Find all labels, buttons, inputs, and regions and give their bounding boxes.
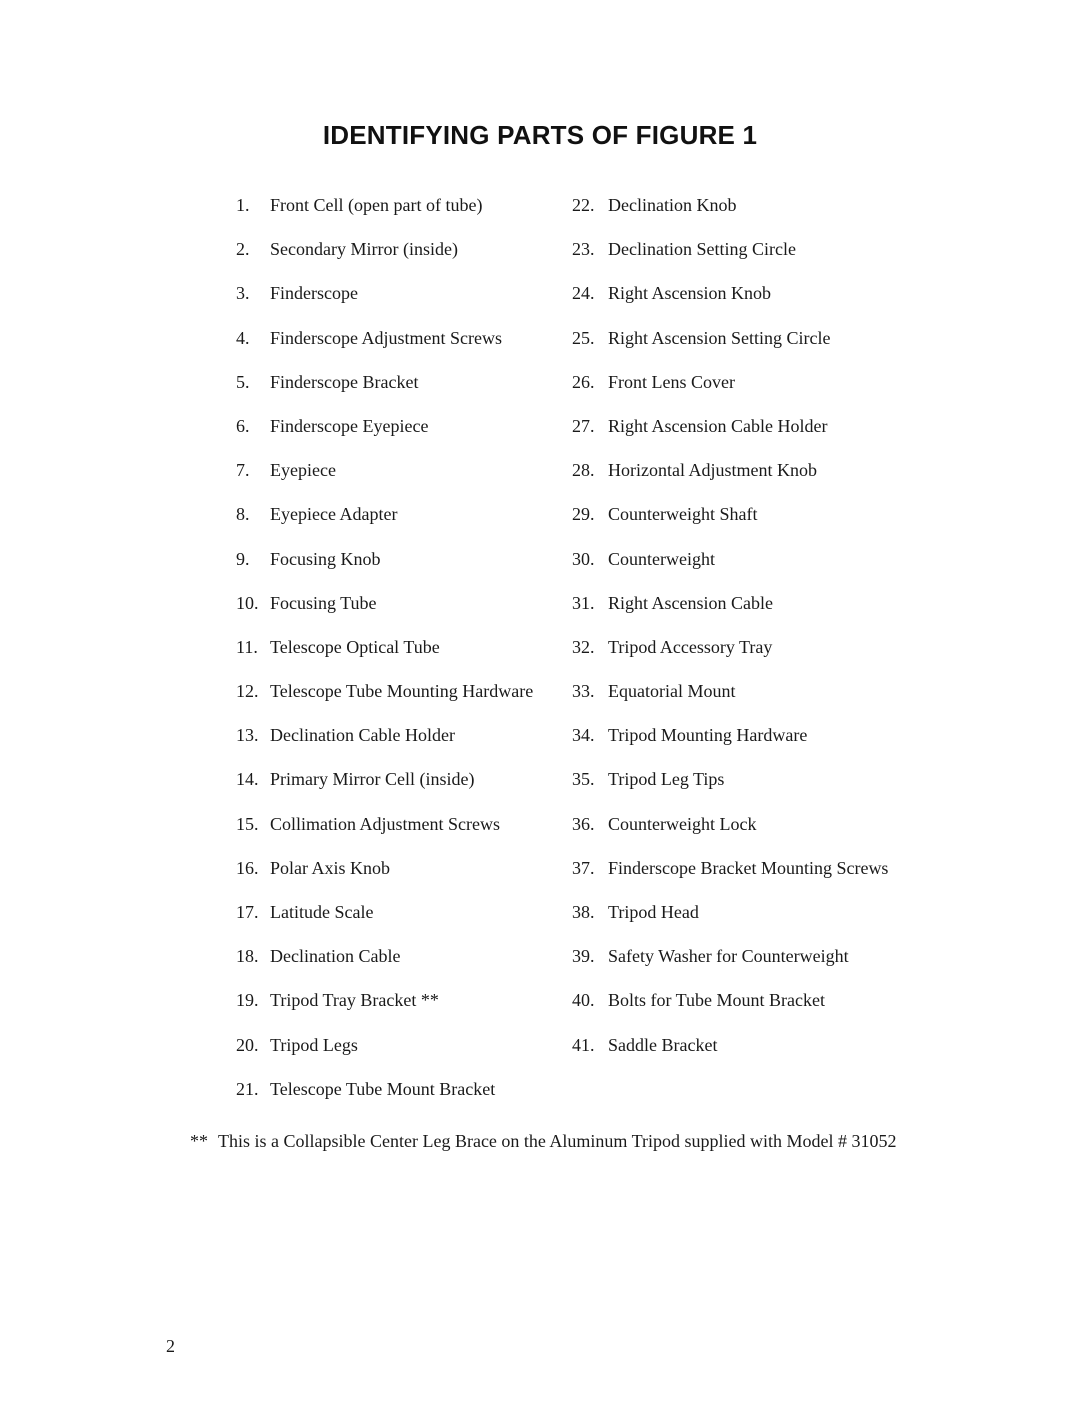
item-number: 15.	[236, 813, 259, 834]
item-label: Counterweight Lock	[608, 813, 757, 834]
item-number: 3.	[236, 283, 250, 304]
list-item	[572, 632, 888, 676]
item-label: Finderscope	[270, 283, 358, 304]
list-item	[572, 676, 888, 720]
list-item	[236, 1030, 533, 1074]
item-number: 10.	[236, 592, 259, 613]
item-number: 19.	[236, 990, 259, 1011]
item-label: Tripod Leg Tips	[608, 769, 725, 790]
item-number: 26.	[572, 371, 595, 392]
footnote-marker: **	[190, 1131, 208, 1151]
item-number: 35.	[572, 769, 595, 790]
item-label: Safety Washer for Counterweight	[608, 946, 849, 967]
item-label: Front Lens Cover	[608, 371, 735, 392]
item-label: Focusing Tube	[270, 592, 377, 613]
item-number: 41.	[572, 1034, 595, 1055]
list-item	[572, 985, 888, 1029]
item-number: 33.	[572, 681, 595, 702]
item-label: Collimation Adjustment Screws	[270, 813, 500, 834]
item-number: 13.	[236, 725, 259, 746]
list-item	[572, 588, 888, 632]
list-item	[236, 190, 533, 234]
item-number: 18.	[236, 946, 259, 967]
list-item	[572, 367, 888, 411]
item-number: 40.	[572, 990, 595, 1011]
list-item	[572, 544, 888, 588]
item-label: Right Ascension Cable	[608, 592, 773, 613]
item-number: 2.	[236, 239, 250, 260]
item-number: 39.	[572, 946, 595, 967]
footnote	[190, 1128, 896, 1154]
item-label: Right Ascension Cable Holder	[608, 415, 828, 436]
item-label: Declination Cable	[270, 946, 401, 967]
item-label: Declination Cable Holder	[270, 725, 455, 746]
item-number: 24.	[572, 283, 595, 304]
item-label: Telescope Tube Mounting Hardware	[270, 681, 534, 702]
page-number: 2	[166, 1336, 175, 1356]
list-item	[572, 941, 888, 985]
list-item	[572, 764, 888, 808]
page-title: IDENTIFYING PARTS OF FIGURE 1	[322, 120, 758, 150]
list-item	[236, 676, 533, 720]
item-number: 28.	[572, 460, 595, 481]
item-number: 34.	[572, 725, 595, 746]
item-number: 17.	[236, 902, 259, 922]
item-label: Declination Setting Circle	[608, 239, 796, 260]
item-number: 32.	[572, 636, 595, 657]
list-item	[236, 455, 533, 499]
list-item	[236, 367, 533, 411]
item-number: 30.	[572, 548, 595, 569]
item-number: 23.	[572, 239, 595, 260]
item-number: 16.	[236, 857, 259, 878]
list-item	[572, 897, 888, 941]
list-item	[236, 411, 533, 455]
list-item	[572, 809, 888, 853]
list-item	[572, 1030, 888, 1074]
item-number: 37.	[572, 857, 595, 878]
item-label: Tripod Tray Bracket **	[270, 990, 439, 1011]
list-item	[236, 323, 533, 367]
item-label: Polar Axis Knob	[270, 857, 391, 878]
item-number: 6.	[236, 415, 250, 436]
item-label: Right Ascension Knob	[608, 283, 772, 304]
item-label: Horizontal Adjustment Knob	[608, 460, 817, 481]
item-label: Focusing Knob	[270, 548, 381, 569]
item-number: 14.	[236, 769, 259, 790]
footnote-text: This is a Collapsible Center Leg Brace on the Aluminum Tripod supplied with Model # 31052	[218, 1131, 897, 1151]
item-number: 7.	[236, 460, 250, 481]
item-number: 38.	[572, 902, 595, 922]
item-label: Tripod Mounting Hardware	[608, 725, 808, 746]
item-label: Declination Knob	[608, 195, 737, 215]
item-label: Bolts for Tube Mount Bracket	[608, 990, 826, 1011]
item-number: 20.	[236, 1034, 259, 1055]
item-number: 25.	[572, 327, 595, 348]
list-item	[236, 985, 533, 1029]
list-item	[572, 853, 888, 897]
list-item	[236, 720, 533, 764]
list-item	[572, 323, 888, 367]
list-item	[572, 190, 888, 234]
item-number: 5.	[236, 371, 250, 392]
list-item	[572, 499, 888, 543]
item-number: 21.	[236, 1078, 259, 1099]
list-item	[236, 1074, 533, 1118]
item-label: Latitude Scale	[270, 902, 374, 922]
list-item	[572, 720, 888, 764]
item-label: Eyepiece Adapter	[270, 504, 398, 525]
list-item	[572, 455, 888, 499]
parts-list-right	[572, 190, 888, 1074]
item-label: Telescope Tube Mount Bracket	[270, 1078, 496, 1099]
item-number: 22.	[572, 195, 595, 215]
item-label: Finderscope Adjustment Screws	[270, 327, 502, 348]
list-item	[236, 632, 533, 676]
item-label: Finderscope Bracket	[270, 371, 419, 392]
list-item	[236, 809, 533, 853]
list-item	[236, 499, 533, 543]
item-label: Finderscope Bracket Mounting Screws	[608, 857, 889, 878]
item-label: Finderscope Eyepiece	[270, 415, 429, 436]
list-item	[236, 941, 533, 985]
item-number: 8.	[236, 504, 250, 525]
item-label: Counterweight Shaft	[608, 504, 758, 525]
item-number: 36.	[572, 813, 595, 834]
item-label: Right Ascension Setting Circle	[608, 327, 831, 348]
item-label: Front Cell (open part of tube)	[270, 195, 483, 215]
item-label: Secondary Mirror (inside)	[270, 239, 458, 260]
item-label: Tripod Accessory Tray	[608, 636, 773, 657]
item-label: Counterweight	[608, 548, 715, 569]
item-number: 27.	[572, 415, 595, 436]
list-item	[572, 278, 888, 322]
item-number: 12.	[236, 681, 259, 702]
list-item	[236, 234, 533, 278]
item-number: 29.	[572, 504, 595, 525]
list-item	[236, 897, 533, 941]
item-label: Saddle Bracket	[608, 1034, 718, 1055]
list-item	[236, 764, 533, 808]
list-item	[236, 544, 533, 588]
list-item	[572, 411, 888, 455]
item-number: 31.	[572, 592, 595, 613]
item-number: 4.	[236, 327, 250, 348]
list-item	[572, 234, 888, 278]
item-number: 1.	[236, 195, 250, 215]
item-number: 9.	[236, 548, 250, 569]
list-item	[236, 853, 533, 897]
item-label: Equatorial Mount	[608, 681, 736, 702]
parts-list-left	[236, 190, 533, 1118]
list-item	[236, 588, 533, 632]
item-label: Tripod Head	[608, 902, 699, 922]
item-number: 11.	[236, 636, 258, 657]
item-label: Eyepiece	[270, 460, 336, 481]
item-label: Telescope Optical Tube	[270, 636, 440, 657]
item-label: Primary Mirror Cell (inside)	[270, 769, 475, 790]
item-label: Tripod Legs	[270, 1034, 358, 1055]
list-item	[236, 278, 533, 322]
